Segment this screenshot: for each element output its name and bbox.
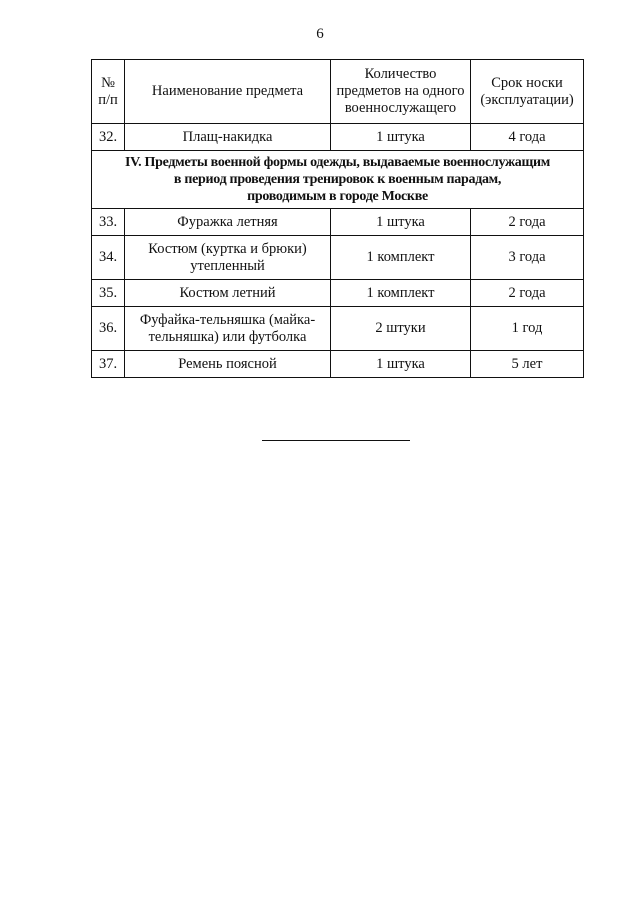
header-item-name: Наименование предмета [125,60,331,124]
cell-number: 32. [92,124,125,151]
header-wear-term: Срок носки (эксплуатации) [471,60,584,124]
cell-item-name: Фуражка летняя [125,209,331,236]
cell-quantity: 2 штуки [331,307,471,351]
section-heading-row [92,151,584,209]
items-table [91,59,584,378]
table-row [92,236,584,280]
cell-number: 34. [92,236,125,280]
cell-wear-term: 2 года [471,280,584,307]
table-row [92,280,584,307]
cell-quantity: 1 штука [331,209,471,236]
cell-number: 35. [92,280,125,307]
cell-wear-term: 4 года [471,124,584,151]
table-header-row [92,60,584,124]
table-row [92,351,584,378]
cell-item-name: Плащ-накидка [125,124,331,151]
cell-wear-term: 5 лет [471,351,584,378]
cell-quantity: 1 комплект [331,280,471,307]
cell-wear-term: 3 года [471,236,584,280]
cell-item-name: Костюм (куртка и брюки) утепленный [125,236,331,280]
cell-number: 33. [92,209,125,236]
cell-item-name: Ремень поясной [125,351,331,378]
cell-item-name: Фуфайка-тельняшка (майка- тельняшка) или футболка [125,307,331,351]
header-number: № п/п [92,60,125,124]
cell-wear-term: 1 год [471,307,584,351]
end-of-document-rule [262,440,410,441]
cell-number: 37. [92,351,125,378]
cell-item-name: Костюм летний [125,280,331,307]
section-title: IV. Предметы военной формы одежды, выдаваемые военнослужащим в период проведения тренировок к военным парадам, проводимым в городе Москве [92,151,584,209]
cell-number: 36. [92,307,125,351]
cell-quantity: 1 штука [331,124,471,151]
table-row [92,307,584,351]
cell-quantity: 1 штука [331,351,471,378]
header-quantity: Количество предметов на одного военнослужащего [331,60,471,124]
table-row [92,209,584,236]
page-number: 6 [316,26,324,42]
cell-quantity: 1 комплект [331,236,471,280]
table-row [92,124,584,151]
cell-wear-term: 2 года [471,209,584,236]
